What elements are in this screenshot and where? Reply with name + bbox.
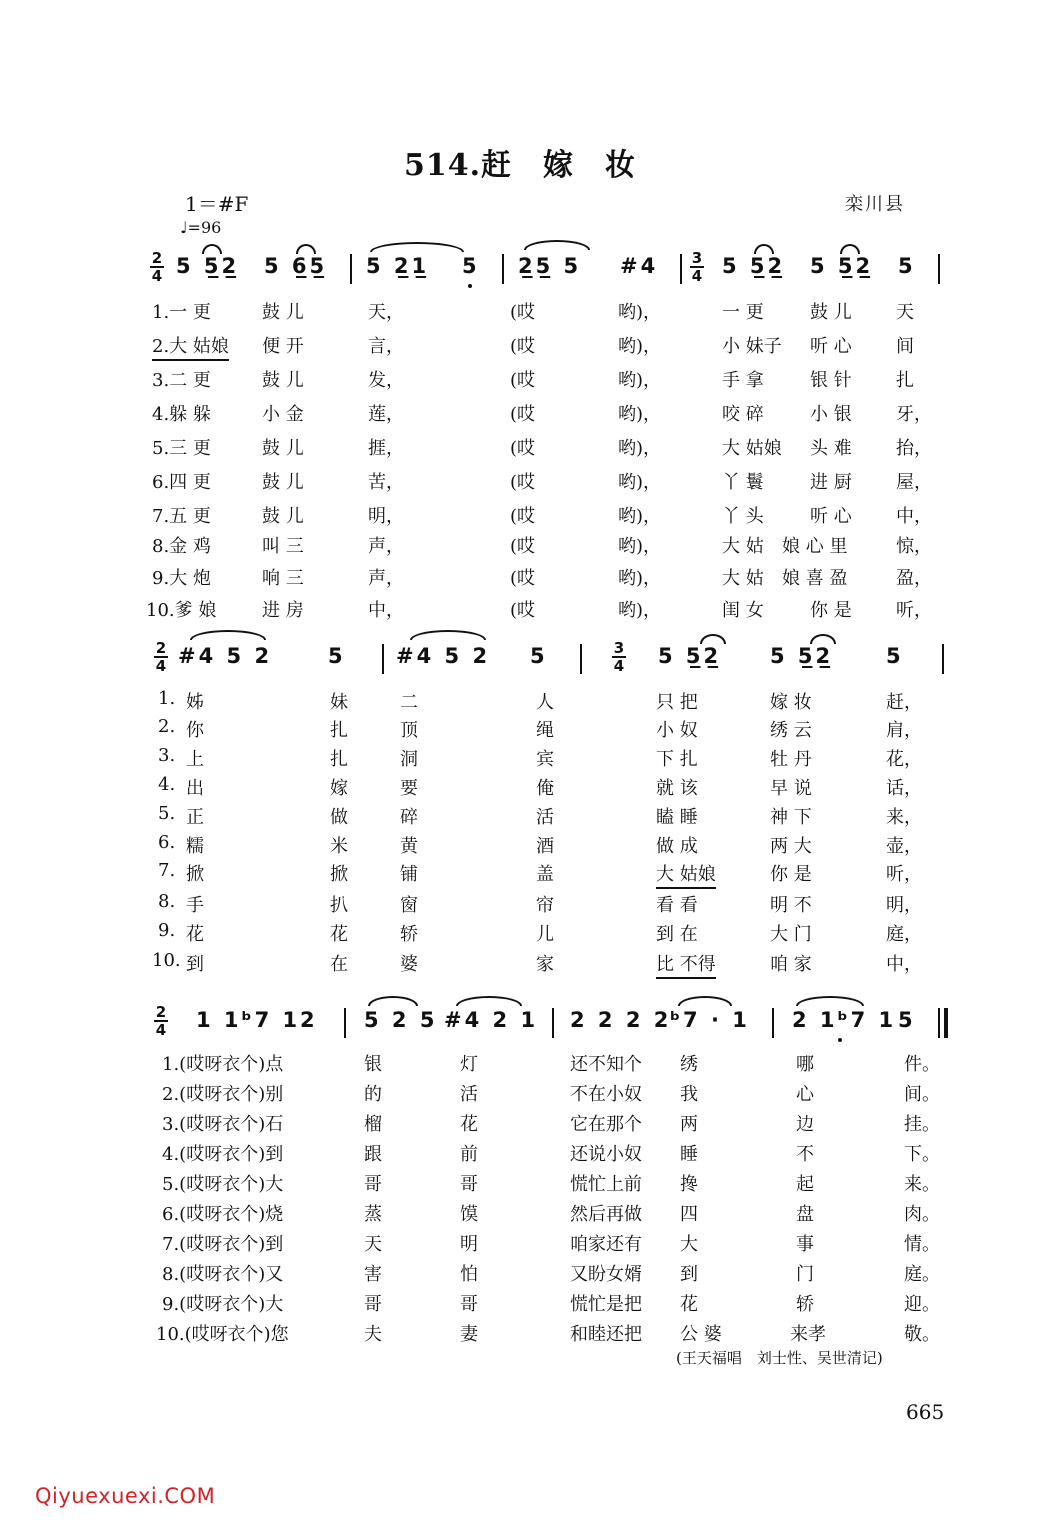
lyric-row: 4.(哎呀衣个)到 跟 前 还说小奴 睡 不 下。 bbox=[162, 1144, 940, 1165]
lyric-row: 6. 糯 米 黄 酒 做 成 两 大 壶， bbox=[158, 832, 922, 857]
note-group: 5 2̲1̲ bbox=[366, 254, 430, 278]
lyric-row: 4. 出 嫁 要 俺 就 该 早 说 话， bbox=[158, 774, 922, 799]
note-group: #4 2 1 bbox=[444, 1008, 539, 1032]
note-group: 2 bbox=[300, 1008, 318, 1032]
lyric-row: 3. 上 扎 洞 宾 下 扎 牡 丹 花， bbox=[158, 745, 922, 770]
lyric-row: 9. 花 花 轿 儿 到 在 大 门 庭， bbox=[158, 920, 922, 945]
lyric-row: 9.(哎呀衣个)大 哥 哥 慌忙是把 花 轿 迎。 bbox=[162, 1294, 940, 1315]
lyric-row: 1.(哎呀衣个)点 银 灯 还不知个 绣 哪 件。 bbox=[162, 1054, 940, 1075]
performer-credit: (王天福唱 刘士性、吴世清记) bbox=[676, 1349, 883, 1367]
staff-line-3 bbox=[140, 1002, 950, 1046]
time-signature: 3 4 bbox=[613, 639, 625, 675]
lyric-row: 7.(哎呀衣个)到 天 明 咱家还有 大 事 情。 bbox=[162, 1234, 940, 1255]
time-signature: 2 4 bbox=[155, 1003, 167, 1039]
time-signature: 2 4 bbox=[155, 639, 167, 675]
lyric-row: 1.一 更 鼓 儿 天， (哎 哟)， 一 更 鼓 儿 天 bbox=[152, 302, 914, 323]
note-group: #4 bbox=[620, 254, 659, 278]
lyric-row: 4.躲 躲 小 金 莲， (哎 哟)， 咬 碎 小 银 牙， bbox=[152, 404, 932, 425]
lyric-row: 2.大 姑娘 便 开 言， (哎 哟)， 小 妹子 听 心 间 bbox=[0, 332, 1062, 360]
note-group: 5 bbox=[898, 1008, 916, 1032]
note-group: 1 1ᵇ7 1 bbox=[196, 1008, 301, 1032]
tempo-marking: ♩=96 bbox=[180, 218, 222, 237]
note-group: 5 5̲2̲ bbox=[658, 644, 722, 668]
lyric-row: 10.(哎呀衣个)您 夫 妻 和睦还把 公 婆 来孝 敬。 bbox=[156, 1324, 940, 1345]
note-group: #4 5 2 bbox=[396, 644, 491, 668]
note-group: 5 bbox=[462, 254, 480, 278]
lyric-row: 3.(哎呀衣个)石 榴 花 它在那个 两 边 挂。 bbox=[162, 1114, 940, 1135]
lyric-row: 5.(哎呀衣个)大 哥 哥 慌忙上前 搀 起 来。 bbox=[162, 1174, 940, 1195]
song-title: 514.赶 嫁 妆 bbox=[403, 148, 637, 183]
lyric-row: 7.五 更 鼓 儿 明， (哎 哟)， 丫 头 听 心 中， bbox=[152, 506, 932, 527]
lyric-row: 3.二 更 鼓 儿 发， (哎 哟)， 手 拿 银 针 扎 bbox=[152, 370, 914, 391]
lyric-row: 10. 到 在 婆 家 比 不得 咱 家 中， bbox=[0, 950, 1062, 978]
note-group: 5 5̲2̲ bbox=[770, 644, 834, 668]
time-signature: 3 4 bbox=[691, 249, 703, 285]
note-group: 2 1ᵇ7 1 bbox=[792, 1008, 897, 1032]
note-group: ᵇ7 · 1 bbox=[670, 1008, 750, 1032]
lyric-row: 2. 你 扎 顶 绳 小 奴 绣 云 肩， bbox=[158, 716, 922, 741]
note-group: 5 2 5 bbox=[364, 1008, 438, 1032]
note-group: 5 bbox=[886, 644, 904, 668]
lyric-row: 9.大 炮 响 三 声， (哎 哟)， 大 姑 娘 喜 盈 盈， bbox=[152, 568, 932, 589]
lyric-row: 6.(哎呀衣个)烧 蒸 馍 然后再做 四 盘 肉。 bbox=[162, 1204, 940, 1225]
page-number: 665 bbox=[906, 1400, 945, 1424]
lyric-row: 10.爹 娘 进 房 中， (哎 哟)， 闺 女 你 是 听， bbox=[146, 600, 932, 621]
time-signature: 2 4 bbox=[151, 249, 163, 285]
staff-line-2 bbox=[140, 638, 950, 682]
lyric-row: 5. 正 做 碎 活 瞌 睡 神 下 来， bbox=[158, 803, 922, 828]
note-group: 5 5̲2̲ bbox=[810, 254, 874, 278]
note-group: 5 bbox=[898, 254, 916, 278]
lyric-row: 8.(哎呀衣个)又 害 怕 又盼女婿 到 门 庭。 bbox=[162, 1264, 940, 1285]
note-group: 5 bbox=[530, 644, 548, 668]
key-signature: 1＝#F bbox=[185, 192, 249, 216]
lyric-row: 1. 姊 妹 二 人 只 把 嫁 妆 赶， bbox=[158, 688, 922, 713]
note-group: #4 5 2 bbox=[178, 644, 273, 668]
staff-line-1 bbox=[140, 248, 950, 292]
note-group: 5 6̲5̲ bbox=[264, 254, 328, 278]
note-group: 5 5̲2̲ bbox=[722, 254, 786, 278]
lyric-row: 5.三 更 鼓 儿 捱， (哎 哟)， 大 姑娘 头 难 抬， bbox=[152, 438, 932, 459]
note-group: 5 bbox=[328, 644, 346, 668]
lyric-row: 8. 手 扒 窗 帘 看 看 明 不 明， bbox=[158, 891, 922, 916]
lyric-row: 7. 掀 掀 铺 盖 大 姑娘 你 是 听， bbox=[0, 860, 1062, 888]
lyric-row: 6.四 更 鼓 儿 苦， (哎 哟)， 丫 鬟 进 厨 屋， bbox=[152, 472, 932, 493]
lyric-row: 8.金 鸡 叫 三 声， (哎 哟)， 大 姑 娘 心 里 惊， bbox=[152, 536, 932, 557]
note-group: 2 2 2 2 bbox=[570, 1008, 672, 1032]
site-watermark: Qiyuexuexi.COM bbox=[35, 1484, 216, 1508]
note-group: 5 5̲2̲ bbox=[176, 254, 240, 278]
note-group: 2̲5̲ 5 bbox=[518, 254, 582, 278]
region-label: 栾川县 bbox=[845, 194, 905, 215]
lyric-row: 2.(哎呀衣个)别 的 活 不在小奴 我 心 间。 bbox=[162, 1084, 940, 1105]
